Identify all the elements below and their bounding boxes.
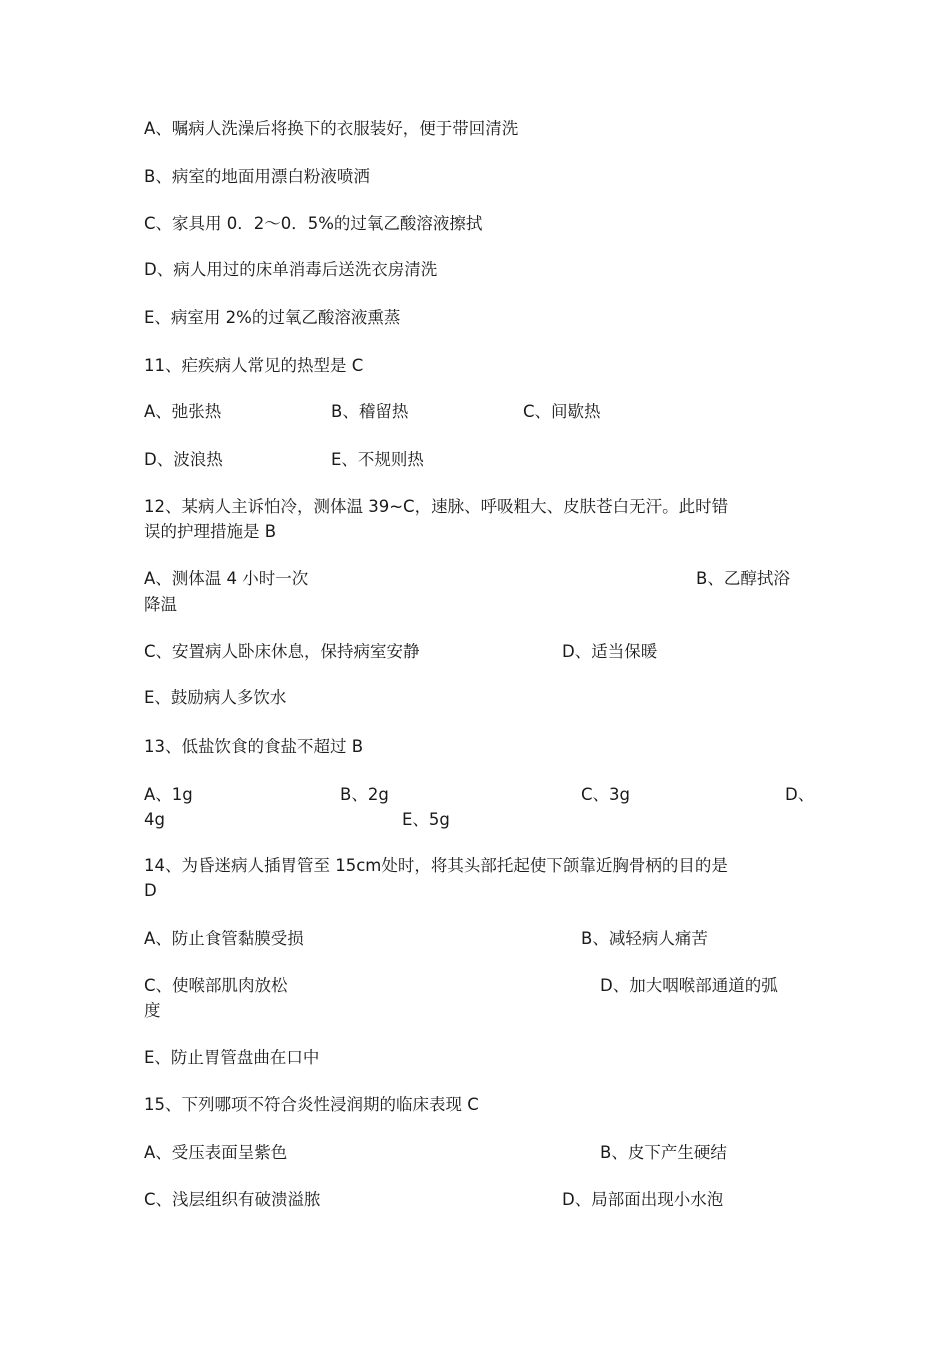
q13-option-a: A、1g bbox=[144, 785, 193, 804]
q14-stem-line1: 14、为昏迷病人插胃管至 15cm处时，将其头部托起使下颌靠近胸骨柄的目的是 bbox=[144, 856, 728, 875]
q13-option-c: C、3g bbox=[581, 785, 630, 804]
q15-option-d: D、局部面出现小水泡 bbox=[562, 1190, 724, 1209]
q11-option-c: C、间歇热 bbox=[523, 402, 601, 421]
q13-option-d-part2: 4g bbox=[144, 810, 165, 829]
q13-stem: 13、低盐饮食的食盐不超过 B bbox=[144, 737, 364, 756]
q11-option-e: E、不规则热 bbox=[331, 450, 424, 469]
q14-stem-line2: D bbox=[144, 881, 157, 900]
q13-option-b: B、2g bbox=[340, 785, 389, 804]
q10-option-a: A、嘱病人洗澡后将换下的衣服装好，便于带回清洗 bbox=[144, 119, 519, 138]
q10-option-e: E、病室用 2%的过氧乙酸溶液熏蒸 bbox=[144, 308, 401, 327]
q11-option-a: A、弛张热 bbox=[144, 402, 222, 421]
q12-option-a: A、测体温 4 小时一次 bbox=[144, 569, 309, 588]
q15-option-c: C、浅层组织有破溃溢脓 bbox=[144, 1190, 321, 1209]
q11-stem: 11、疟疾病人常见的热型是 C bbox=[144, 356, 364, 375]
q10-option-b: B、病室的地面用漂白粉液喷洒 bbox=[144, 167, 370, 186]
q12-option-e: E、鼓励病人多饮水 bbox=[144, 688, 287, 707]
q15-stem: 15、下列哪项不符合炎性浸润期的临床表现 C bbox=[144, 1095, 479, 1114]
q12-option-d: D、适当保暖 bbox=[562, 642, 658, 661]
q14-option-e: E、防止胃管盘曲在口中 bbox=[144, 1048, 320, 1067]
q14-option-c: C、使喉部肌肉放松 bbox=[144, 976, 288, 995]
q14-option-b: B、减轻病人痛苦 bbox=[581, 929, 708, 948]
q12-option-b-part2: 降温 bbox=[144, 595, 177, 614]
q10-option-d: D、病人用过的床单消毒后送洗衣房清洗 bbox=[144, 260, 438, 279]
q11-option-d: D、波浪热 bbox=[144, 450, 223, 469]
q13-option-d-part1: D、 bbox=[785, 785, 815, 804]
q14-option-a: A、防止食管黏膜受损 bbox=[144, 929, 304, 948]
q10-option-c: C、家具用 0．2～0．5%的过氧乙酸溶液擦拭 bbox=[144, 214, 483, 233]
q11-option-b: B、稽留热 bbox=[331, 402, 409, 421]
q13-option-e: E、5g bbox=[402, 810, 450, 829]
q12-stem-line1: 12、某病人主诉怕冷，测体温 39~C，速脉、呼吸粗大、皮肤苍白无汗。此时错 bbox=[144, 497, 729, 516]
q12-option-c: C、安置病人卧床休息，保持病室安静 bbox=[144, 642, 420, 661]
q14-option-d-part2: 度 bbox=[144, 1001, 161, 1020]
q15-option-b: B、皮下产生硬结 bbox=[600, 1143, 727, 1162]
q14-option-d-part1: D、加大咽喉部通道的弧 bbox=[600, 976, 778, 995]
q12-stem-line2: 误的护理措施是 B bbox=[144, 522, 277, 541]
q15-option-a: A、受压表面呈紫色 bbox=[144, 1143, 288, 1162]
q12-option-b-part1: B、乙醇拭浴 bbox=[696, 569, 790, 588]
